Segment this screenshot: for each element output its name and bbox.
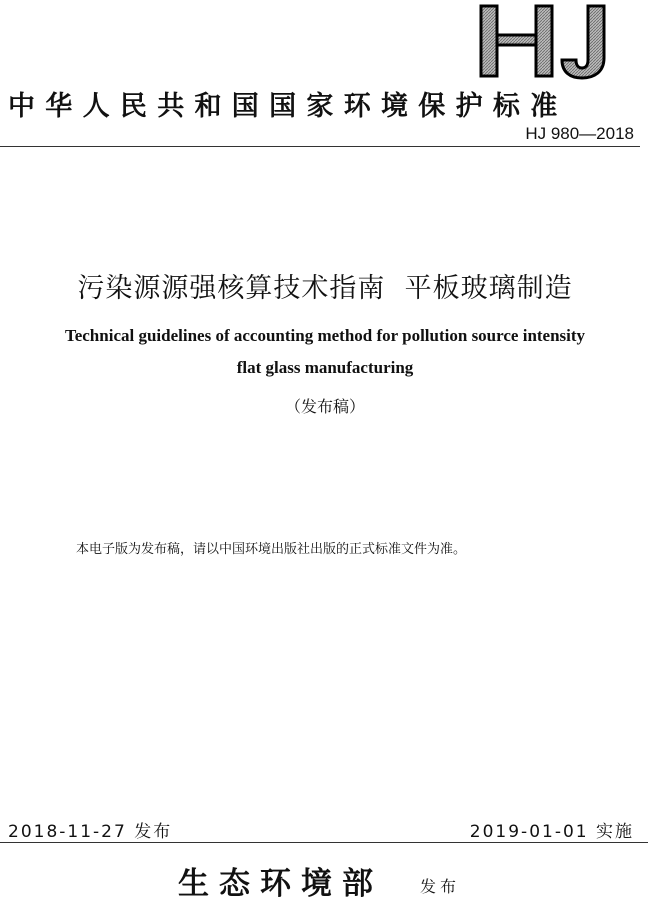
- document-status: （发布稿）: [284, 397, 365, 416]
- effective-date: 2019-01-01 实施: [469, 822, 634, 842]
- title-english-line2: flat glass manufacturing: [236, 358, 414, 377]
- title-english-line1: Technical guidelines of accounting method for pollution source intensity: [64, 326, 586, 345]
- header-divider: [0, 146, 640, 147]
- electronic-version-note: 本电子版为发布稿，请以中国环境出版社出版的正式标准文件为准。: [76, 542, 467, 557]
- issuer-suffix: 发布: [420, 877, 461, 896]
- issuing-authority: 生态环境部: [178, 866, 383, 902]
- standard-code: HJ 980—2018: [525, 124, 634, 143]
- footer-divider: [0, 842, 648, 843]
- standard-category-banner: 中华人民共和国国家环境保护标准: [8, 91, 568, 122]
- hj-logo: [476, 2, 612, 82]
- issue-date: 2018-11-27 发布: [8, 822, 173, 842]
- title-chinese: 污染源源强核算技术指南 平板玻璃制造: [77, 273, 573, 304]
